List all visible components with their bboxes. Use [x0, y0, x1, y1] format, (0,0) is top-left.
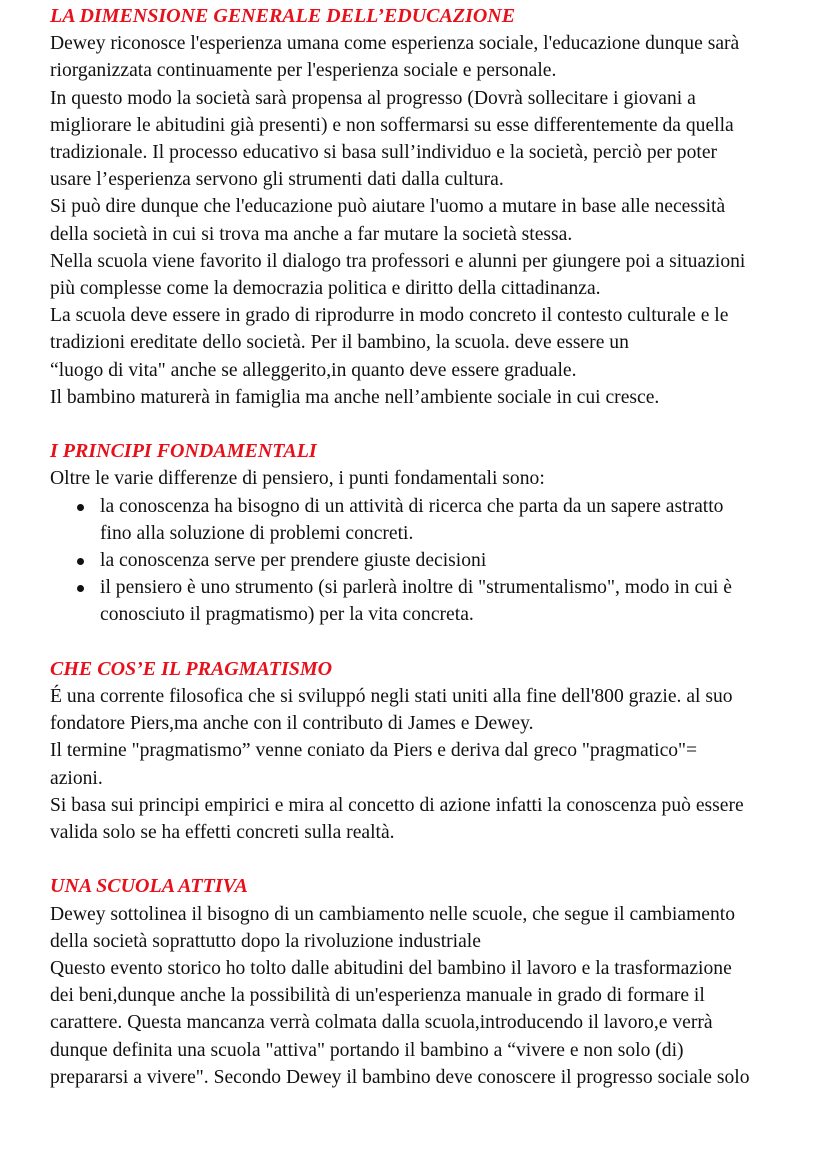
paragraph-line: tradizionale. Il processo educativo si basa sull’individuo e la società, perciò per poter: [50, 142, 718, 164]
paragraph-line: prepararsi a vivere". Secondo Dewey il bambino deve conoscere il progresso sociale solo: [50, 1066, 750, 1088]
paragraph-line: Dewey sottolinea il bisogno di un cambiamento nelle scuole, che segue il cambiamento: [50, 903, 736, 925]
intro-text: Oltre le varie differenze di pensiero, i punti fondamentali sono:: [50, 468, 545, 490]
bullet-icon: [77, 585, 84, 592]
paragraph-line: Questo evento storico ho tolto dalle abitudini del bambino il lavoro e la trasformazione: [50, 958, 732, 980]
bullet-icon: [77, 558, 84, 565]
paragraph-line: riorganizzata continuamente per l'esperienza sociale e personale.: [50, 60, 557, 82]
paragraph-line: più complesse come la democrazia politica e diritto della cittadinanza.: [50, 278, 601, 300]
paragraph-line: dunque definita una scuola "attiva" portando il bambino a “vivere e non solo (di): [50, 1039, 684, 1061]
section-heading: LA DIMENSIONE GENERALE DELL’EDUCAZIONE: [50, 5, 516, 27]
bullet-item-line: fino alla soluzione di problemi concreti.: [100, 522, 414, 544]
blank-line: [50, 629, 808, 656]
section-heading: CHE COS’E IL PRAGMATISMO: [50, 657, 333, 680]
paragraph-line: tradizioni ereditate dello società. Per il bambino, la scuola. deve essere un: [50, 332, 629, 354]
bullet-item-line: la conoscenza serve per prendere giuste decisioni: [50, 547, 808, 574]
blank-line: [50, 411, 808, 438]
bullet-item-line: conosciuto il pragmatismo) per la vita concreta.: [100, 604, 474, 626]
paragraph-line: azioni.: [50, 767, 103, 789]
bullet-icon: [77, 504, 84, 511]
paragraph-line: “luogo di vita" anche se alleggerito,in quanto deve essere graduale.: [50, 359, 577, 381]
paragraph-line: valida solo se ha effetti concreti sulla realtà.: [50, 822, 395, 844]
document-page: [50, 3, 808, 1091]
section-heading: UNA SCUOLA ATTIVA: [50, 875, 248, 898]
paragraph-line: Il bambino maturerà in famiglia ma anche nell’ambiente sociale in cui cresce.: [50, 386, 660, 408]
bullet-item-line: il pensiero è uno strumento (si parlerà inoltre di "strumentalismo", modo in cui è: [50, 574, 808, 601]
paragraph-line: migliorare le abitudini già presenti) e non soffermarsi su esse differentemente da quella: [50, 114, 734, 136]
paragraph-line: dei beni,dunque anche la possibilità di un'esperienza manuale in grado di formare il: [50, 985, 705, 1007]
paragraph-line: carattere. Questa mancanza verrà colmata dalla scuola,introducendo il lavoro,e verrà: [50, 1012, 713, 1034]
bullet-item-line: la conoscenza ha bisogno di un attività di ricerca che parta da un sapere astratto: [50, 493, 808, 520]
paragraph-line: É una corrente filosofica che si sviluppó negli stati uniti alla fine dell'800 grazie. al suo: [50, 686, 733, 708]
paragraph-line: Il termine "pragmatismo” venne coniato da Piers e deriva dal greco "pragmatico"=: [50, 740, 698, 762]
paragraph-line: Si può dire dunque che l'educazione può aiutare l'uomo a mutare in base alle necessità: [50, 196, 726, 218]
paragraph-line: Si basa sui principi empirici e mira al concetto di azione infatti la conoscenza può essere: [50, 794, 744, 816]
paragraph-line: Nella scuola viene favorito il dialogo tra professori e alunni per giungere poi a situazioni: [50, 250, 746, 272]
paragraph-line: fondatore Piers,ma anche con il contributo di James e Dewey.: [50, 713, 534, 735]
section-heading: I PRINCIPI FONDAMENTALI: [50, 440, 317, 463]
paragraph-line: usare l’esperienza servono gli strumenti dati dalla cultura.: [50, 169, 504, 191]
blank-line: [50, 846, 808, 873]
paragraph-line: della società in cui si trova ma anche a far mutare la società stessa.: [50, 223, 573, 245]
paragraph-line: della società soprattutto dopo la rivoluzione industriale: [50, 930, 481, 952]
paragraph-line: Dewey riconosce l'esperienza umana come esperienza sociale, l'educazione dunque sarà: [50, 33, 740, 55]
paragraph-line: La scuola deve essere in grado di riprodurre in modo concreto il contesto culturale e le: [50, 305, 729, 327]
paragraph-line: In questo modo la società sarà propensa al progresso (Dovrà sollecitare i giovani a: [50, 87, 696, 109]
